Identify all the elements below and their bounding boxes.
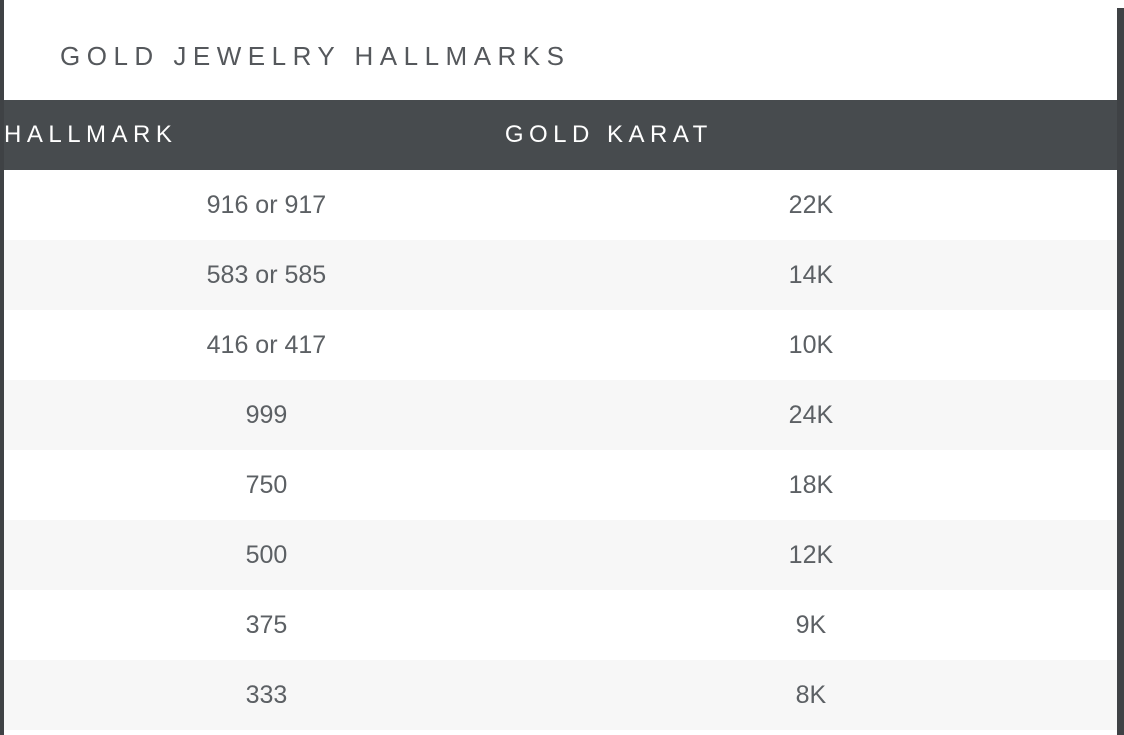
cell-karat xyxy=(505,380,1117,450)
cell-hallmark xyxy=(4,450,505,520)
table-row xyxy=(4,520,1117,590)
table-row xyxy=(4,170,1117,240)
cell-hallmark-value: 416 or 417 xyxy=(206,330,327,359)
cell-hallmark-value: 375 xyxy=(245,610,288,639)
cell-hallmark xyxy=(4,240,505,310)
table-row xyxy=(4,310,1117,380)
column-header-hallmark: HALLMARK xyxy=(4,100,505,170)
cell-hallmark-value: 999 xyxy=(245,400,288,429)
table-body xyxy=(4,170,1117,730)
cell-hallmark-value: 583 or 585 xyxy=(206,260,327,289)
cell-karat-value: 8K xyxy=(795,680,827,709)
table-row xyxy=(4,380,1117,450)
cell-hallmark xyxy=(4,310,505,380)
cell-hallmark-value: 916 or 917 xyxy=(206,190,327,219)
cell-karat xyxy=(505,450,1117,520)
cell-hallmark xyxy=(4,380,505,450)
cell-karat-value: 14K xyxy=(788,260,834,289)
cell-hallmark-value: 333 xyxy=(245,680,288,709)
cell-karat xyxy=(505,520,1117,590)
cell-karat xyxy=(505,590,1117,660)
table-header-row xyxy=(4,100,1117,170)
cell-karat xyxy=(505,170,1117,240)
cell-hallmark-value: 750 xyxy=(245,470,288,499)
cell-karat-value: 24K xyxy=(788,400,834,429)
cell-hallmark xyxy=(4,170,505,240)
cell-karat xyxy=(505,310,1117,380)
cell-hallmark xyxy=(4,520,505,590)
table-row xyxy=(4,240,1117,310)
cell-hallmark-value: 500 xyxy=(245,540,288,569)
cell-karat xyxy=(505,660,1117,730)
cell-hallmark xyxy=(4,590,505,660)
hallmarks-table xyxy=(4,100,1117,730)
table-row xyxy=(4,590,1117,660)
cell-karat-value: 9K xyxy=(795,610,827,639)
table-header xyxy=(4,100,1117,170)
cell-karat-value: 22K xyxy=(788,190,834,219)
cell-karat-value: 12K xyxy=(788,540,834,569)
cell-karat-value: 10K xyxy=(788,330,834,359)
table-row xyxy=(4,660,1117,730)
table-row xyxy=(4,450,1117,520)
cell-hallmark xyxy=(4,660,505,730)
cell-karat-value: 18K xyxy=(788,470,834,499)
column-header-gold-karat: GOLD KARAT xyxy=(505,100,1117,170)
cell-karat xyxy=(505,240,1117,310)
frame-edge-top-right xyxy=(1117,0,1124,8)
page-title: GOLD JEWELRY HALLMARKS xyxy=(60,41,571,71)
frame-edge-right xyxy=(1117,0,1124,735)
document-content xyxy=(4,0,1117,735)
